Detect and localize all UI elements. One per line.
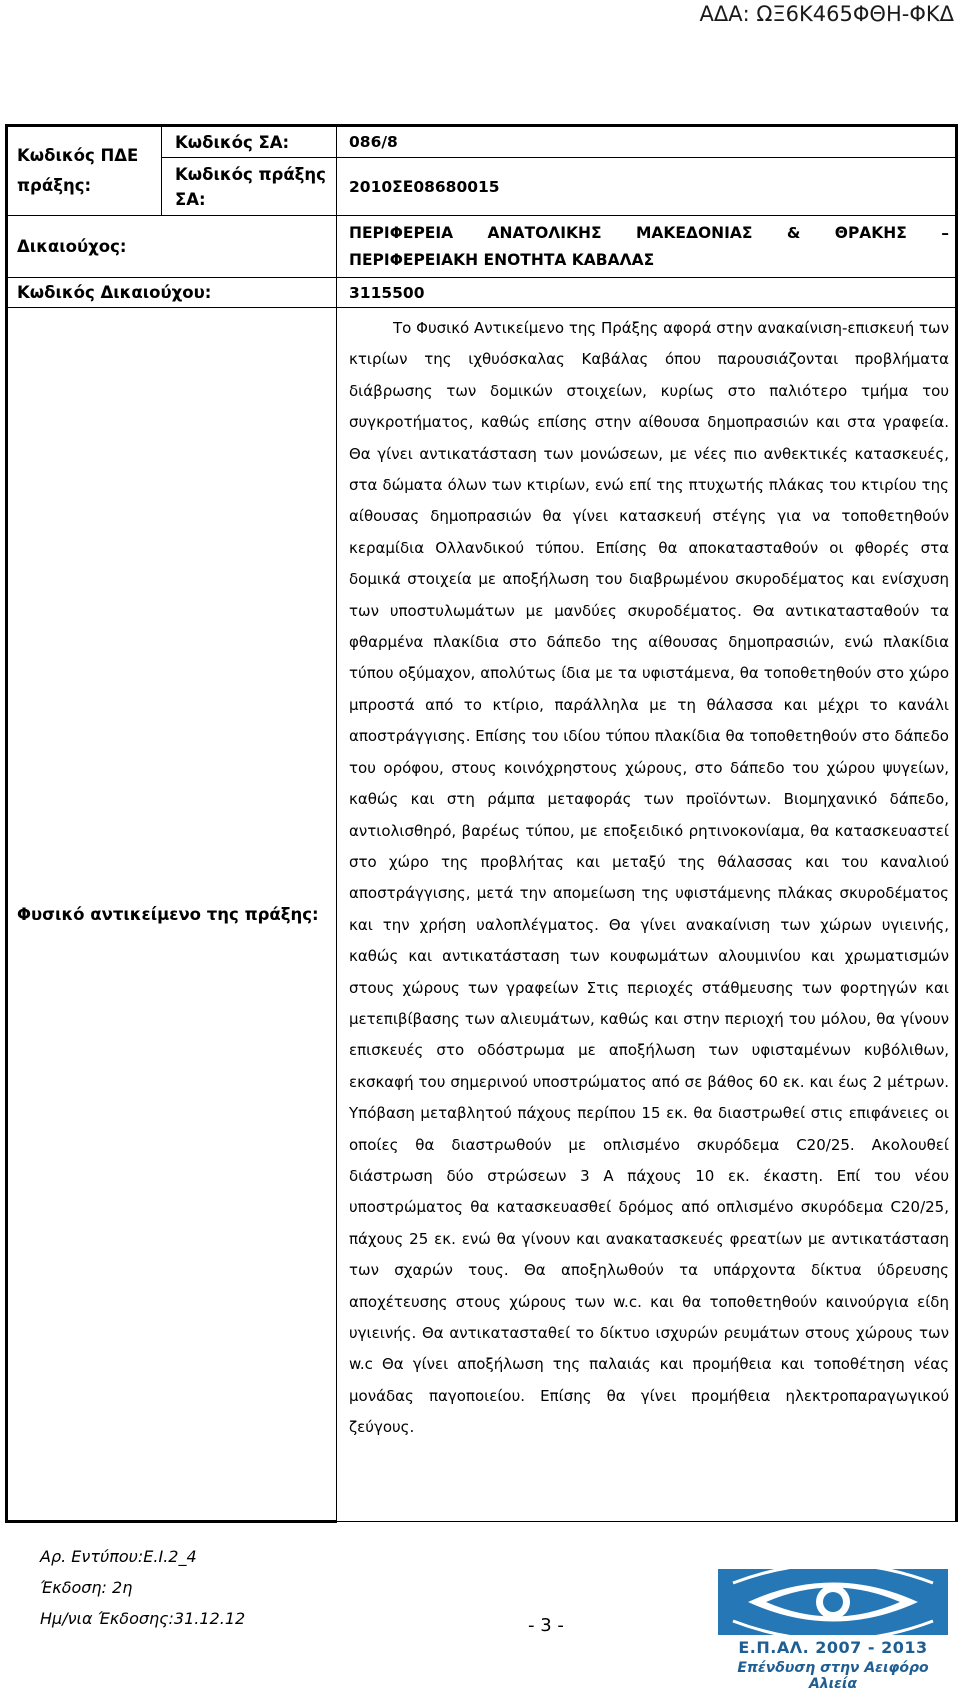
sa-code-value: 086/8 (337, 126, 957, 158)
page-number: - 3 - (528, 1615, 564, 1636)
beneficiary-label: Δικαιούχος: (7, 216, 337, 278)
eye-logo-icon (718, 1569, 948, 1635)
project-code-value: 2010ΣΕ08680015 (337, 158, 957, 216)
sa-code-label: Κωδικός ΣΑ: (162, 126, 337, 158)
edition-date: Ημ/νια Έκδοσης:31.12.12 (40, 1609, 246, 1628)
logo-years: Ε.Π.ΑΛ. 2007 - 2013 (738, 1638, 928, 1657)
ada-code: ΑΔΑ: ΩΞ6Κ465ΦΘΗ-ΦΚΔ (699, 2, 954, 26)
physical-object-text (337, 308, 957, 1522)
beneficiary-line-1: ΠΕΡΙΦΕΡΕΙΑ ΑΝΑΤΟΛΙΚΗΣ ΜΑΚΕΔΟΝΙΑΣ & ΘΡΑΚΗΣ – (349, 223, 949, 242)
footer-info (40, 1541, 245, 1634)
project-info-table (5, 124, 958, 1523)
form-number: Αρ. Εντύπου:Ε.Ι.2_4 (40, 1547, 197, 1566)
physical-object-paragraph: Το Φυσικό Αντικείμενο της Πράξης αφορά στην ανακαίνιση-επισκευή των κτιρίων της ιχθυόσκαλας Καβάλας όπου παρουσιάζονται προβλήματα διάβρωσης των δομικών στοιχείων, κυρίως στο παλιότερο τμήμα του συγκροτήματος, καθώς επίσης στην αίθουσα δημοπρασιών και στα γραφεία. Θα γίνει αντικατάσταση των μονώσεων, με νέες πιο ανθεκτικές κατασκευές, στα δώματα όλων των κτιρίων, ενώ επί της πτυχωτής πλάκας του κτιρίου της αίθουσας δημοπρασιών θα γίνει κατασκευή στέγης για να τοποθετηθούν κεραμίδια Ολλανδικού τύπου. Επίσης θα αποκατασταθούν οι φθορές στα δομικά στοιχεία με αποξήλωση του διαβρωμένου σκυροδέματος και ενίσχυση των υποστυλωμάτων με μανδύες σκυροδέματος. Θα αντικατασταθούν τα φθαρμένα πλακίδια στο δάπεδο της αίθουσας δημοπρασιών, ενώ πλακίδια τύπου οξύμαχον, απολύτως ίδια με τα υφιστάμενα, θα τοποθετηθούν στο χώρο μπροστά από το κτίριο, παράλληλα με τη θάλασσα και μέχρι το κανάλι αποστράγγισης. Επίσης του ιδίου τύπου πλακίδια θα τοποθετηθούν στο δάπεδο του ορόφου, στους κοινόχρηστους χώρους, στο δάπεδο του χώρου ψυγείων, καθώς και στη ράμπα μεταφοράς των προϊόντων. Βιομηχανικό δάπεδο, αντιολισθηρό, βαρέως τύπου, με εποξειδικό ρητινοκονίαμα, θα κατασκευαστεί στο χώρο της προβλήτας και μεταξύ της θάλασσας και του καναλιού αποστράγγισης, μετά την απομείωση της υφιστάμενης πλάκας σκυροδέματος και την χρήση υαλοπλέγματος. Θα γίνει ανακαίνιση των χώρων υγιεινής, καθώς και αντικατάσταση των κουφωμάτων αλουμινίου και χρωματισμών στους χώρους των γραφείων Στις περιοχές στάθμευσης των φορτηγών και μετεπιβίβασης των αλιευμάτων, καθώς και στην περιοχή του μόλου, θα γίνουν επισκευές στο οδόστρωμα με αποξήλωση των υφισταμένων κυβόλιθων, εκσκαφή του σημερινού υποστρώματος από σε βάθος 60 εκ. και έως 2 μέτρων. Υπόβαση μεταβλητού πάχους περίπου 15 εκ. θα διαστρωθεί στις επιφάνειες οι οποίες θα διαστρωθούν με οπλισμένο σκυρόδεμα C20/25. Ακολουθεί διάστρωση δύο στρώσεων 3 Α πάχους 10 εκ. έκαστη. Επί του νέου υποστρώματος θα κατασκευασθεί δρόμος από οπλισμένο σκυρόδεμα C20/25, πάχους 25 εκ. ενώ θα γίνουν και ανακατασκευές φρεατίων με αντικατάσταση των σχαρών τους. Θα αποξηλωθούν τα υπάρχοντα δίκτυα ύδρευσης αποχέτευσης στους χώρους των w.c. και θα τοποθετηθούν καινούργια είδη υγιεινής. Θα αντικατασταθεί το δίκτυο ισχυρών ρευμάτων στους χώρους των w.c Θα γίνει αποξήλωση της παλαιάς και προμήθεια και τοποθέτηση νέας μονάδας παγοποιείου. Επίσης θα γίνει προμήθεια ηλεκτροπαραγωγικού ζεύγους. (349, 319, 949, 1437)
beneficiary-line-2: ΠΕΡΙΦΕΡΕΙΑΚΗ ΕΝΟΤΗΤΑ ΚΑΒΑΛΑΣ (349, 250, 655, 269)
logo-slogan: Επένδυση στην Αειφόρο Αλιεία (737, 1660, 929, 1692)
physical-object-label: Φυσικό αντικείμενο της πράξης: (7, 308, 337, 1522)
epal-logo (718, 1569, 948, 1692)
beneficiary-code-label: Κωδικός Δικαιούχου: (7, 278, 337, 308)
beneficiary-code-value: 3115500 (337, 278, 957, 308)
eye-logo-graphic (718, 1569, 948, 1635)
beneficiary-value (337, 216, 957, 278)
project-code-label: Κωδικός πράξης ΣΑ: (162, 158, 337, 216)
pde-code-label: Κωδικός ΠΔΕ πράξης: (7, 126, 162, 216)
edition: Έκδοση: 2η (40, 1578, 133, 1597)
